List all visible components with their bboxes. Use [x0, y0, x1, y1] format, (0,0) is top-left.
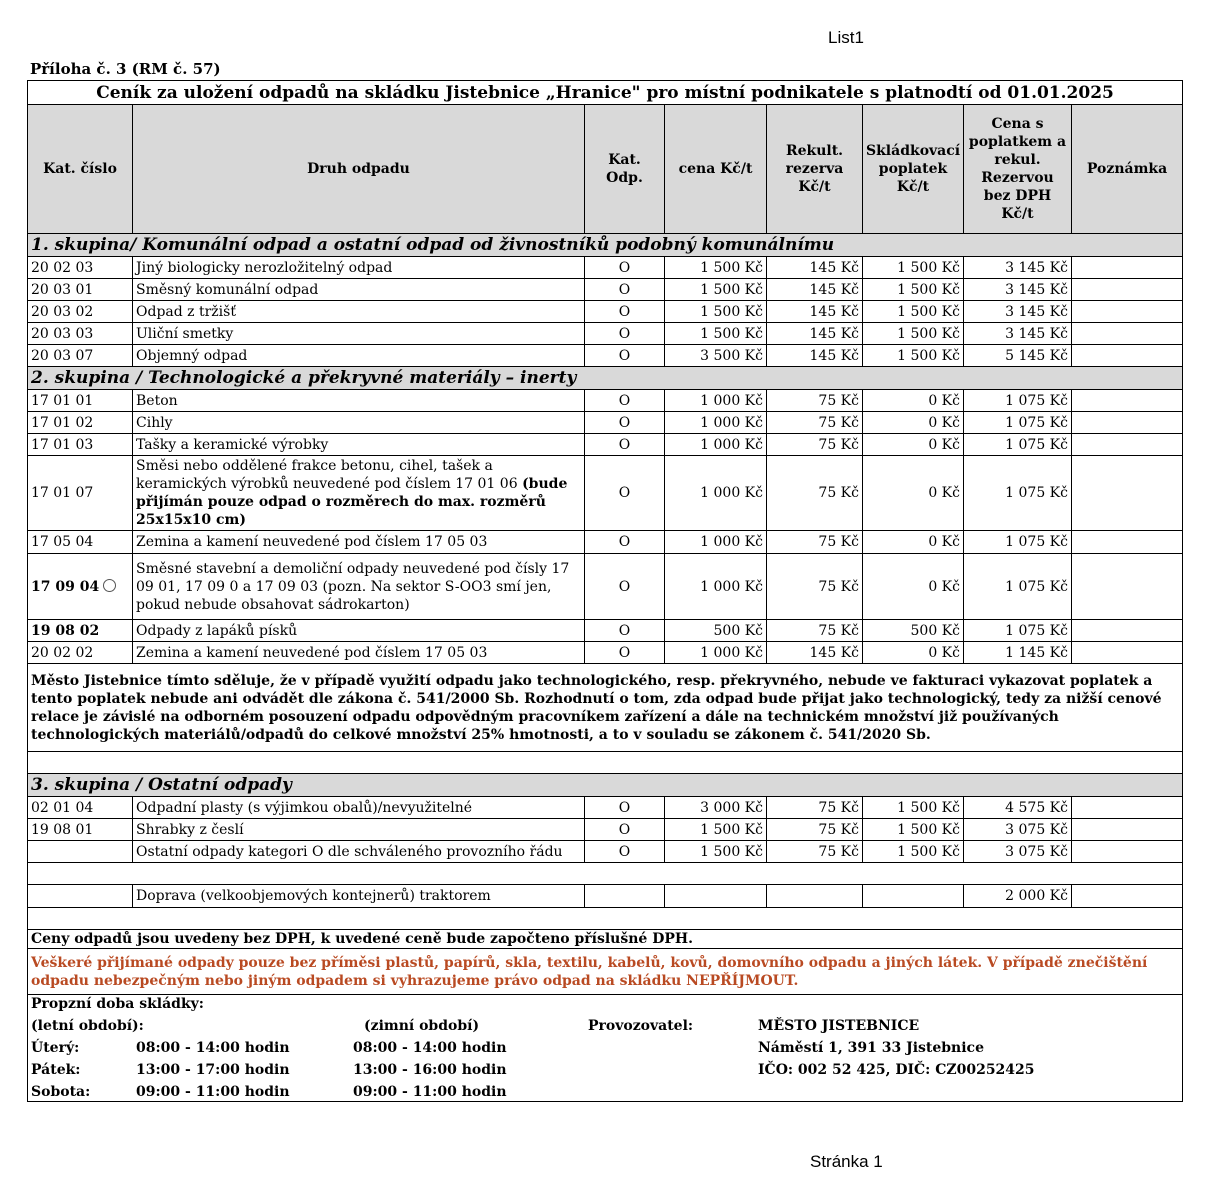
fee-cell: 500 Kč — [863, 620, 964, 642]
name-cell: Zemina a kamení neuvedené pod číslem 17 05 03 — [133, 642, 585, 664]
table-row — [28, 841, 1183, 863]
code-cell: 20 02 03 — [28, 257, 133, 279]
cat-cell: O — [585, 390, 665, 412]
name-cell: Odpady z lapáků písků — [133, 620, 585, 642]
reserve-cell: 145 Kč — [767, 279, 863, 301]
name-cell: Ostatní odpady kategori O dle schváleného provozního řádu — [133, 841, 585, 863]
group1-row — [28, 234, 1183, 257]
fee-cell — [863, 885, 964, 908]
total-cell: 4 575 Kč — [964, 797, 1072, 819]
table-row — [28, 554, 1183, 620]
cat-cell: O — [585, 642, 665, 664]
total-cell: 3 145 Kč — [964, 323, 1072, 345]
fee-cell: 0 Kč — [863, 554, 964, 620]
total-cell: 1 075 Kč — [964, 434, 1072, 456]
code-cell: 17 01 01 — [28, 390, 133, 412]
note-cell — [1072, 390, 1183, 412]
fee-cell: 0 Kč — [863, 434, 964, 456]
table-row — [28, 819, 1183, 841]
total-cell: 3 145 Kč — [964, 301, 1072, 323]
note-cell — [1072, 797, 1183, 819]
code-cell: 02 01 04 — [28, 797, 133, 819]
note-cell — [1072, 412, 1183, 434]
sheet-name: List1 — [828, 28, 864, 47]
name-cell: Objemný odpad — [133, 345, 585, 367]
group3-body — [28, 797, 1183, 863]
code-cell: 17 01 03 — [28, 434, 133, 456]
price-cell: 1 000 Kč — [665, 554, 767, 620]
total-cell: 1 145 Kč — [964, 642, 1072, 664]
winter-hours: 13:00 - 16:00 hodin — [353, 1062, 507, 1078]
cat-cell: O — [585, 412, 665, 434]
price-cell: 1 500 Kč — [665, 301, 767, 323]
name-cell: Cihly — [133, 412, 585, 434]
reserve-cell: 75 Kč — [767, 819, 863, 841]
name-cell: Jiný biologicky nerozložitelný odpad — [133, 257, 585, 279]
warning-note-row — [28, 949, 1183, 995]
table-row — [28, 531, 1183, 554]
price-cell: 1 000 Kč — [665, 412, 767, 434]
table-row — [28, 279, 1183, 301]
header-cena: cena Kč/t — [665, 105, 767, 234]
name-cell: Odpadní plasty (s výjimkou obalů)/nevyužitelné — [133, 797, 585, 819]
fee-cell: 1 500 Kč — [863, 323, 964, 345]
note-cell — [1072, 279, 1183, 301]
fee-cell: 0 Kč — [863, 642, 964, 664]
cat-cell: O — [585, 841, 665, 863]
code-cell: 20 03 01 — [28, 279, 133, 301]
reserve-cell: 75 Kč — [767, 390, 863, 412]
price-cell: 1 500 Kč — [665, 323, 767, 345]
header-druh: Druh odpadu — [133, 105, 585, 234]
code-cell: 20 03 03 — [28, 323, 133, 345]
note-cell — [1072, 345, 1183, 367]
code-cell: 17 05 04 — [28, 531, 133, 554]
header-cena-s: Cena s poplatkem a rekul. Rezervou bez DPH Kč/t — [964, 105, 1072, 234]
reserve-cell: 75 Kč — [767, 412, 863, 434]
cat-cell: O — [585, 323, 665, 345]
reserve-cell: 75 Kč — [767, 456, 863, 531]
total-cell: 3 075 Kč — [964, 841, 1072, 863]
reserve-cell: 145 Kč — [767, 642, 863, 664]
transport-total: 2 000 Kč — [964, 885, 1072, 908]
reserve-cell: 145 Kč — [767, 301, 863, 323]
group2-row — [28, 367, 1183, 390]
name-cell: Uliční smetky — [133, 323, 585, 345]
table-row — [28, 456, 1183, 531]
reserve-cell: 75 Kč — [767, 531, 863, 554]
code-cell: 17 01 02 — [28, 412, 133, 434]
operator-label: Provozovatel: — [588, 1018, 694, 1034]
transport-row — [28, 885, 1183, 908]
name-cell: Odpad z tržišť — [133, 301, 585, 323]
vat-note-row — [28, 930, 1183, 949]
table-row — [28, 434, 1183, 456]
code-cell — [28, 554, 133, 620]
note-cell — [1072, 301, 1183, 323]
vat-note: Ceny odpadů jsou uvedeny bez DPH, k uvedené ceně bude započteno příslušné DPH. — [28, 930, 1183, 949]
warning-note: Veškeré přijímané odpady pouze bez příměsi plastů, papírů, skla, textilu, kabelů, kovů, domovního odpadu a jiných látek. V případě znečištění odpadu nebezpečným nebo jiným odpadem si vyhrazujeme právo odpad na skládku NEPŘÍJMOUT. — [28, 949, 1183, 995]
group1-title: 1. skupina/ Komunální odpad a ostatní odpad od živnostníků podobný komunálnímu — [28, 234, 1183, 257]
cat-cell — [585, 885, 665, 908]
price-cell: 3 000 Kč — [665, 797, 767, 819]
comment-icon[interactable] — [103, 579, 116, 592]
code-text: 17 09 04 — [31, 578, 100, 595]
name-cell — [133, 456, 585, 531]
group1-body — [28, 257, 1183, 367]
cat-cell: O — [585, 345, 665, 367]
reserve-cell: 145 Kč — [767, 257, 863, 279]
cat-cell: O — [585, 554, 665, 620]
group2-title: 2. skupina / Technologické a překryvné materiály – inerty — [28, 367, 1183, 390]
table-row — [28, 390, 1183, 412]
fee-cell: 1 500 Kč — [863, 279, 964, 301]
operator-ids: IČO: 002 52 425, DIČ: CZ00252425 — [758, 1062, 1035, 1078]
name-bold-text: (bude přijímán pouze odpad o rozměrech do max. rozměrů 25x15x10 cm) — [136, 476, 568, 528]
name-text: Směsi nebo oddělené frakce betonu, cihel, tašek a keramických výrobků neuvedené pod číslem 17 01 06 — [136, 458, 523, 492]
code-cell: 20 03 07 — [28, 345, 133, 367]
cat-cell: O — [585, 301, 665, 323]
note-cell — [1072, 841, 1183, 863]
header-skladkovaci: Skládkovací poplatek Kč/t — [863, 105, 964, 234]
annex-label: Příloha č. 3 (RM č. 57) — [30, 60, 221, 78]
total-cell: 1 075 Kč — [964, 390, 1072, 412]
fee-cell: 1 500 Kč — [863, 301, 964, 323]
price-cell: 1 500 Kč — [665, 841, 767, 863]
hours-title: Propzní doba skládky: — [31, 996, 204, 1012]
operator-name: MĚSTO JISTEBNICE — [758, 1018, 920, 1034]
table-row — [28, 257, 1183, 279]
empty-cell — [28, 752, 1183, 774]
header-row — [28, 105, 1183, 234]
summer-label: (letní období): — [31, 1018, 144, 1034]
note-cell — [1072, 257, 1183, 279]
header-kat-odp: Kat. Odp. — [585, 105, 665, 234]
price-cell — [665, 885, 767, 908]
reserve-cell: 145 Kč — [767, 323, 863, 345]
name-cell: Tašky a keramické výrobky — [133, 434, 585, 456]
day-label: Sobota: — [31, 1084, 91, 1100]
reserve-cell: 75 Kč — [767, 841, 863, 863]
empty-cell — [28, 908, 1183, 930]
operator-address: Náměstí 1, 391 33 Jistebnice — [758, 1040, 984, 1056]
name-cell: Beton — [133, 390, 585, 412]
winter-hours: 08:00 - 14:00 hodin — [353, 1040, 507, 1056]
empty-row — [28, 863, 1183, 885]
price-cell: 1 500 Kč — [665, 279, 767, 301]
price-table — [27, 80, 1183, 1102]
total-cell: 1 075 Kč — [964, 554, 1072, 620]
code-cell: 19 08 02 — [28, 620, 133, 642]
empty-row — [28, 908, 1183, 930]
reserve-cell: 75 Kč — [767, 554, 863, 620]
price-cell: 1 000 Kč — [665, 390, 767, 412]
group3-title: 3. skupina / Ostatní odpady — [28, 774, 1183, 797]
cat-cell: O — [585, 819, 665, 841]
total-cell: 1 075 Kč — [964, 456, 1072, 531]
header-rekult: Rekult. rezerva Kč/t — [767, 105, 863, 234]
fee-cell: 1 500 Kč — [863, 345, 964, 367]
transport-name: Doprava (velkoobjemových kontejnerů) traktorem — [133, 885, 585, 908]
empty-cell — [28, 863, 1183, 885]
price-cell: 1 000 Kč — [665, 434, 767, 456]
cat-cell: O — [585, 531, 665, 554]
cat-cell: O — [585, 434, 665, 456]
table-row — [28, 412, 1183, 434]
summer-hours: 09:00 - 11:00 hodin — [136, 1084, 290, 1100]
group2-body — [28, 390, 1183, 456]
note-cell — [1072, 642, 1183, 664]
total-cell: 1 075 Kč — [964, 531, 1072, 554]
group3-row — [28, 774, 1183, 797]
reserve-cell: 75 Kč — [767, 797, 863, 819]
summer-hours: 08:00 - 14:00 hodin — [136, 1040, 290, 1056]
reserve-cell: 75 Kč — [767, 620, 863, 642]
note-cell — [1072, 434, 1183, 456]
day-label: Pátek: — [31, 1062, 81, 1078]
fee-cell: 0 Kč — [863, 456, 964, 531]
hours-grid — [31, 995, 1179, 1101]
technological-note-row — [28, 664, 1183, 752]
note-cell — [1072, 819, 1183, 841]
day-label: Úterý: — [31, 1040, 80, 1056]
table-row — [28, 301, 1183, 323]
title-row — [28, 81, 1183, 105]
note-cell — [1072, 531, 1183, 554]
fee-cell: 0 Kč — [863, 531, 964, 554]
fee-cell: 1 500 Kč — [863, 819, 964, 841]
code-cell: 20 02 02 — [28, 642, 133, 664]
summer-hours: 13:00 - 17:00 hodin — [136, 1062, 290, 1078]
price-cell: 1 000 Kč — [665, 642, 767, 664]
winter-hours: 09:00 - 11:00 hodin — [353, 1084, 507, 1100]
code-cell — [28, 885, 133, 908]
cat-cell: O — [585, 257, 665, 279]
total-cell: 1 075 Kč — [964, 620, 1072, 642]
fee-cell: 0 Kč — [863, 412, 964, 434]
code-cell: 17 01 07 — [28, 456, 133, 531]
reserve-cell: 145 Kč — [767, 345, 863, 367]
fee-cell: 1 500 Kč — [863, 841, 964, 863]
note-cell — [1072, 620, 1183, 642]
fee-cell: 0 Kč — [863, 390, 964, 412]
note-cell — [1072, 323, 1183, 345]
total-cell: 3 075 Kč — [964, 819, 1072, 841]
header-poznamka: Poznámka — [1072, 105, 1183, 234]
price-cell: 1 500 Kč — [665, 819, 767, 841]
cat-cell: O — [585, 797, 665, 819]
reserve-cell: 75 Kč — [767, 434, 863, 456]
total-cell: 3 145 Kč — [964, 257, 1072, 279]
table-row — [28, 797, 1183, 819]
page-footer: Stránka 1 — [810, 1152, 883, 1171]
total-cell: 5 145 Kč — [964, 345, 1072, 367]
fee-cell: 1 500 Kč — [863, 257, 964, 279]
reserve-cell — [767, 885, 863, 908]
total-cell: 1 075 Kč — [964, 412, 1072, 434]
table-title: Ceník za uložení odpadů na skládku Jistebnice „Hranice" pro místní podnikatele s platnodtí od 01.01.2025 — [28, 81, 1183, 105]
technological-note: Město Jistebnice tímto sděluje, že v případě využití odpadu jako technologického, resp. překryvného, nebude ve fakturaci vykazovat poplatek a tento poplatek nebude ani odvádět dle zákona č. 541/2000 Sb. Rozhodnutí o tom, zda odpad bude přijat jako technologický, tedy za nižší cenové relace je závislé na odborném posouzení odpadu odpovědným pracovníkem zařízení a dále na technickém množství již používaných technologických materiálů/odpadů do celkové množství 25% hmotnosti, a to v souladu se zákonem č. 541/2020 Sb. — [28, 664, 1183, 752]
name-cell: Zemina a kamení neuvedené pod číslem 17 05 03 — [133, 531, 585, 554]
header-kat-cislo: Kat. číslo — [28, 105, 133, 234]
name-cell: Směsné stavební a demoliční odpady neuvedené pod čísly 17 09 01, 17 09 0 a 17 09 03 (pozn. Na sektor S-OO3 smí jen, pokud nebude obsahovat sádrokarton) — [133, 554, 585, 620]
price-cell: 1 500 Kč — [665, 257, 767, 279]
note-cell — [1072, 554, 1183, 620]
table-row — [28, 323, 1183, 345]
code-cell — [28, 841, 133, 863]
fee-cell: 1 500 Kč — [863, 797, 964, 819]
name-cell: Shrabky z česlí — [133, 819, 585, 841]
code-cell: 20 03 02 — [28, 301, 133, 323]
hours-cell — [28, 995, 1183, 1102]
cat-cell: O — [585, 620, 665, 642]
price-cell: 500 Kč — [665, 620, 767, 642]
table-row — [28, 620, 1183, 642]
empty-row — [28, 752, 1183, 774]
table-row — [28, 642, 1183, 664]
cat-cell: O — [585, 456, 665, 531]
hours-row — [28, 995, 1183, 1102]
note-cell — [1072, 456, 1183, 531]
table-row — [28, 345, 1183, 367]
name-cell: Směsný komunální odpad — [133, 279, 585, 301]
price-cell: 1 000 Kč — [665, 456, 767, 531]
price-cell: 3 500 Kč — [665, 345, 767, 367]
note-cell — [1072, 885, 1183, 908]
price-cell: 1 000 Kč — [665, 531, 767, 554]
code-cell: 19 08 01 — [28, 819, 133, 841]
winter-label: (zimní období) — [364, 1018, 480, 1034]
total-cell: 3 145 Kč — [964, 279, 1072, 301]
cat-cell: O — [585, 279, 665, 301]
